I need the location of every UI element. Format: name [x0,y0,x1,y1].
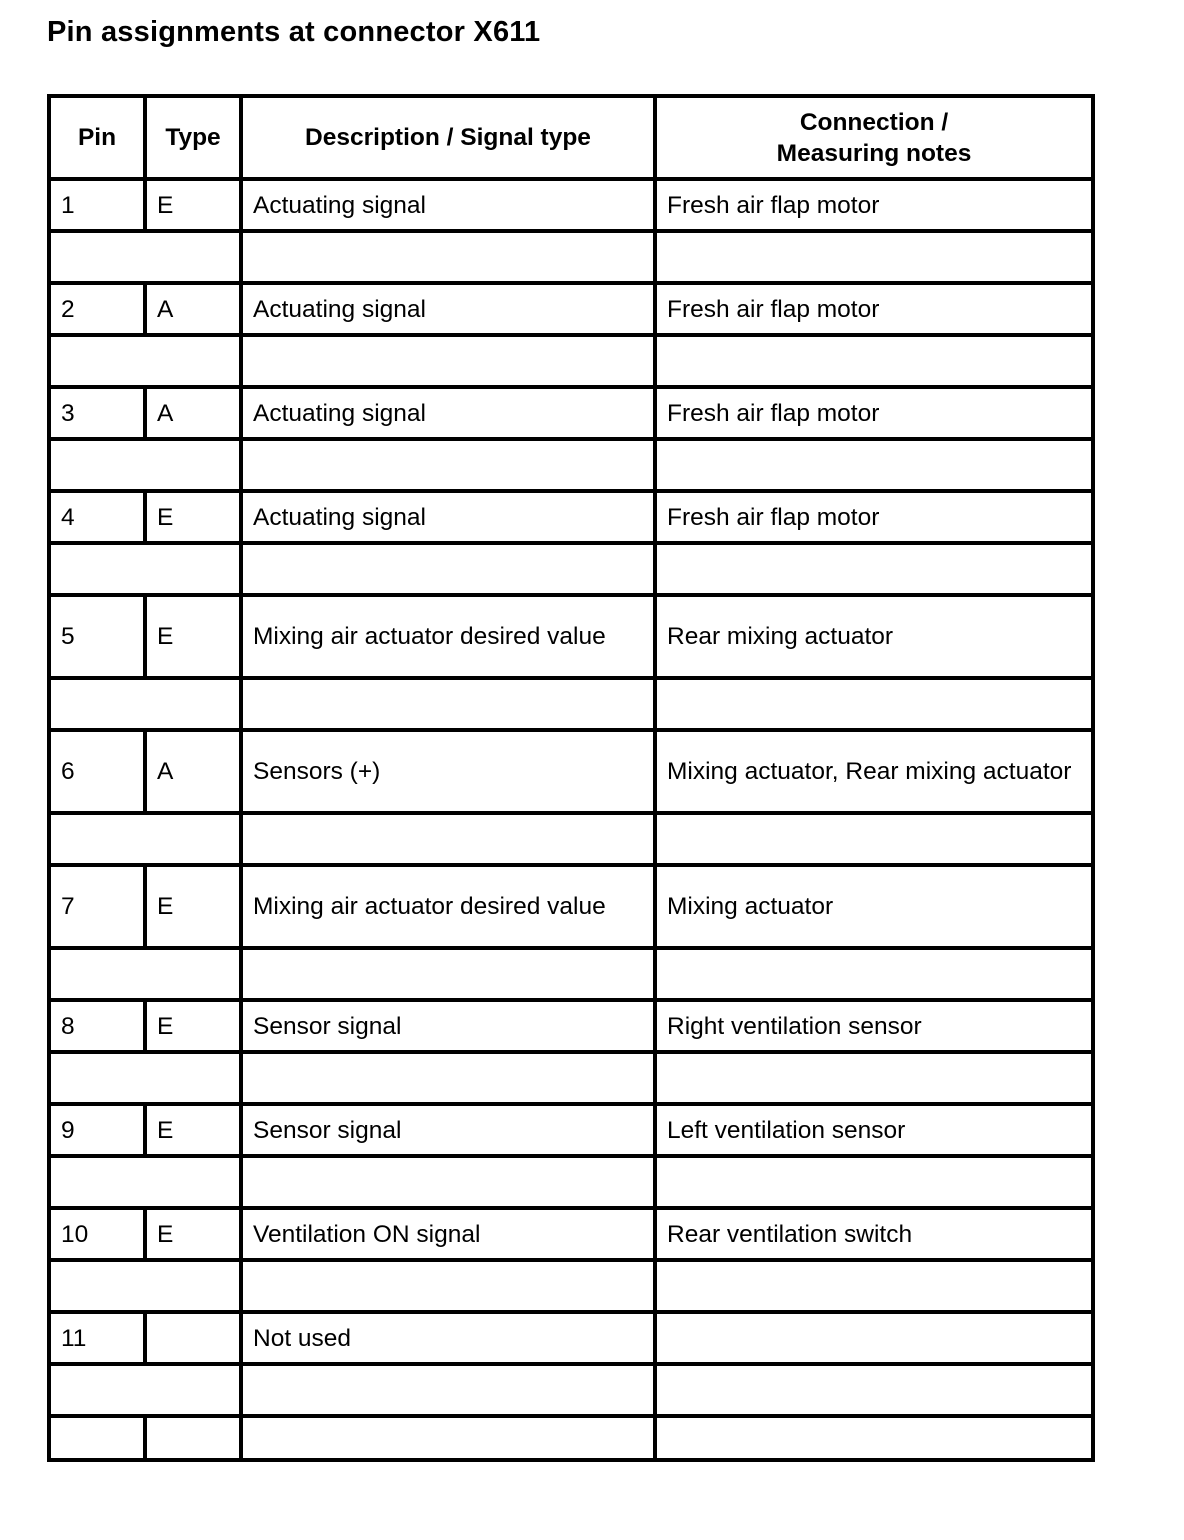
spacer-row [49,1260,1093,1312]
cell-description: Mixing air actuator desired value [241,595,655,678]
table-row [49,1000,1093,1052]
cell-pin: 10 [49,1208,145,1260]
cell-connection: Fresh air flap motor [655,387,1093,439]
cell-pin: 11 [49,1312,145,1364]
cell-pin: 1 [49,179,145,231]
spacer-row [49,813,1093,865]
cell-pin: 4 [49,491,145,543]
cell-pin: 2 [49,283,145,335]
header-connection [655,96,1093,179]
cell-description: Not used [241,1312,655,1364]
cell-connection: Rear ventilation switch [655,1208,1093,1260]
table-row [49,1312,1093,1364]
cell-connection: Mixing actuator [655,865,1093,948]
cell-description: Actuating signal [241,283,655,335]
spacer-row [49,1052,1093,1104]
table-row-truncated [49,1416,1093,1460]
table-row [49,387,1093,439]
cell-type: A [145,387,241,439]
cell-connection: Fresh air flap motor [655,491,1093,543]
table-row [49,865,1093,948]
spacer-row [49,678,1093,730]
cell-pin: 5 [49,595,145,678]
cell-connection [655,1312,1093,1364]
table-row [49,491,1093,543]
cell-type [145,1312,241,1364]
spacer-row [49,231,1093,283]
spacer-row [49,948,1093,1000]
cell-connection: Mixing actuator, Rear mixing actuator [655,730,1093,813]
cell-connection: Rear mixing actuator [655,595,1093,678]
cell-description: Actuating signal [241,387,655,439]
cell-description: Sensor signal [241,1104,655,1156]
page-title: Pin assignments at connector X611 [47,16,541,48]
table-row [49,283,1093,335]
spacer-row [49,439,1093,491]
spacer-row [49,543,1093,595]
cell-description: Sensors (+) [241,730,655,813]
cell-connection: Left ventilation sensor [655,1104,1093,1156]
table-row [49,179,1093,231]
table-row [49,1104,1093,1156]
cell-type: A [145,730,241,813]
cell-description: Actuating signal [241,491,655,543]
cell-description: Ventilation ON signal [241,1208,655,1260]
header-description: Description / Signal type [241,96,655,179]
spacer-row [49,335,1093,387]
table-row [49,595,1093,678]
header-connection-line1: Connection / [799,108,949,136]
table-row [49,1208,1093,1260]
table-row [49,730,1093,813]
cell-pin: 8 [49,1000,145,1052]
cell-connection: Fresh air flap motor [655,283,1093,335]
table-header-row [49,96,1093,179]
cell-type: E [145,1208,241,1260]
cell-pin: 6 [49,730,145,813]
cell-connection: Fresh air flap motor [655,179,1093,231]
cell-type: E [145,1000,241,1052]
cell-pin: 9 [49,1104,145,1156]
cell-type: E [145,179,241,231]
cell-pin: 3 [49,387,145,439]
pin-assignment-table [47,94,1095,1462]
cell-description: Mixing air actuator desired value [241,865,655,948]
cell-pin: 7 [49,865,145,948]
cell-description: Actuating signal [241,179,655,231]
cell-connection: Right ventilation sensor [655,1000,1093,1052]
header-type: Type [145,96,241,179]
spacer-row [49,1156,1093,1208]
cell-description: Sensor signal [241,1000,655,1052]
cell-type: E [145,595,241,678]
header-connection-line2: Measuring notes [776,139,972,167]
cell-type: A [145,283,241,335]
header-pin: Pin [49,96,145,179]
spacer-row [49,1364,1093,1416]
cell-type: E [145,491,241,543]
cell-type: E [145,865,241,948]
cell-type: E [145,1104,241,1156]
